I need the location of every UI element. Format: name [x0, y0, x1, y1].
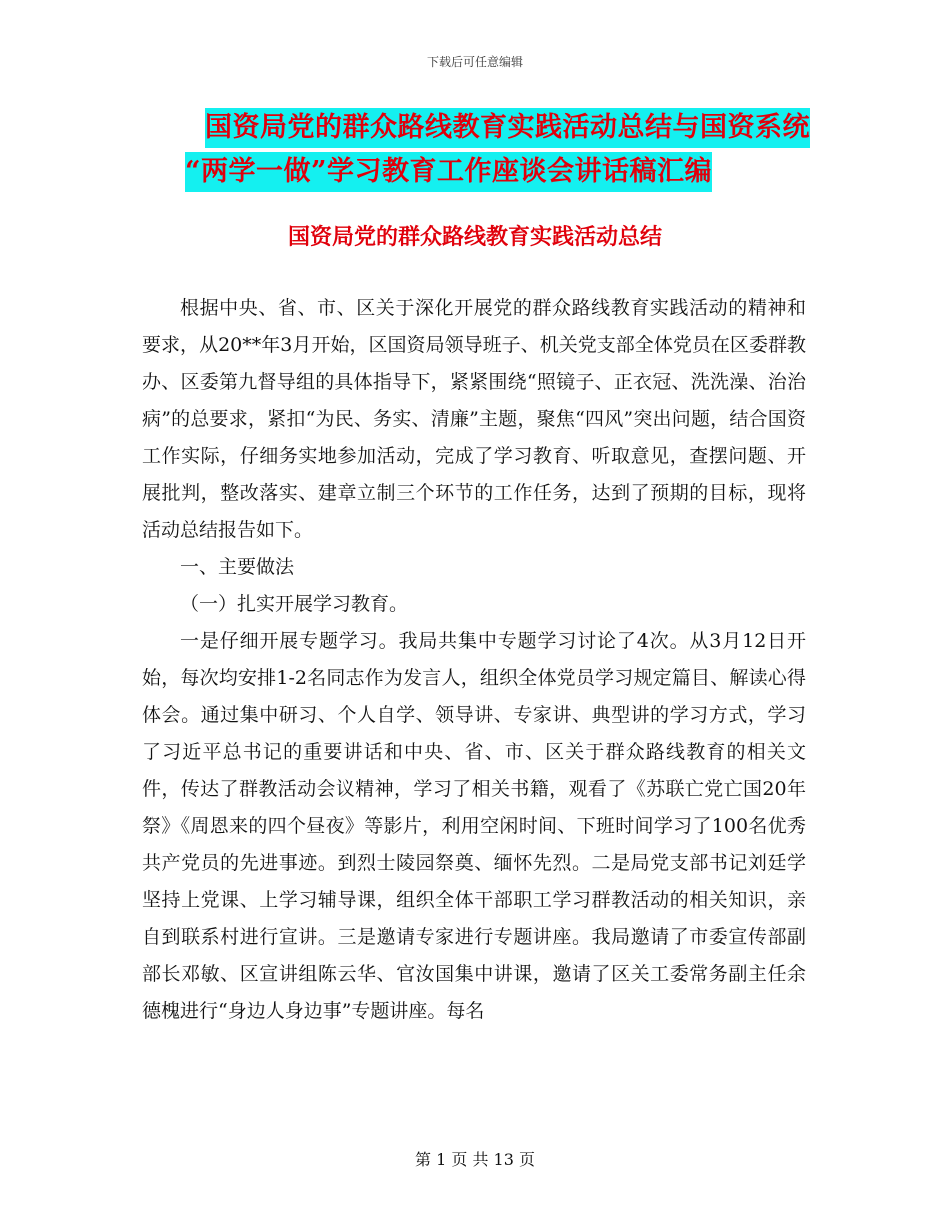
header-note: 下载后可任意编辑: [426, 55, 523, 69]
paragraph: 根据中央、省、市、区关于深化开展党的群众路线教育实践活动的精神和要求，从20**年3月开始，区国资局领导班子、机关党支部全体党员在区委群教办、区委第九督导组的具体指导下，紧紧围绕“照镜子、正衣冠、洗洗澡、治治病”的总要求，紧扣“为民、务实、清廉”主题，聚焦“四风”突出问题，结合国资工作实际，仔细务实地参加活动，完成了学习教育、听取意见，查摆问题、开展批判，整改落实、建章立制三个环节的工作任务，达到了预期的目标，现将活动总结报告如下。: [142, 297, 806, 541]
title-line-2: “两学一做”学习教育工作座谈会讲话稿汇编: [185, 152, 712, 192]
title-line-1: 国资局党的群众路线教育实践活动总结与国资系统: [205, 108, 810, 148]
page-footer: 第 1 页 共 13 页: [415, 1150, 535, 1169]
paragraph: 一是仔细开展专题学习。我局共集中专题学习讨论了4次。从3月12日开始，每次均安排1-2名同志作为发言人，组织全体党员学习规定篇目、解读心得体会。通过集中研习、个人自学、领导讲、专家讲、典型讲的学习方式，学习了习近平总书记的重要讲话和中央、省、市、区关于群众路线教育的相关文件，传达了群教活动会议精神，学习了相关书籍，观看了《苏联亡党亡国20年祭》《周恩来的四个昼夜》等影片，利用空闲时间、下班时间学习了100名优秀共产党员的先进事迹。到烈士陵园祭奠、缅怀先烈。二是局党支部书记刘廷学坚持上党课、上学习辅导课，组织全体干部职工学习群教活动的相关知识，亲自到联系村进行宣讲。三是邀请专家进行专题讲座。我局邀请了市委宣传部副部长邓敏、区宣讲组陈云华、官汝国集中讲课，邀请了区关工委常务副主任余德槐进行“身边人身边事”专题讲座。每名: [142, 630, 806, 1022]
document-title: [185, 108, 810, 192]
section-title: 国资局党的群众路线教育实践活动总结: [287, 224, 662, 250]
heading-main-practices: 一、主要做法: [180, 556, 295, 578]
body-text: [142, 290, 806, 1030]
subheading-study: （一）扎实开展学习教育。: [180, 593, 409, 615]
